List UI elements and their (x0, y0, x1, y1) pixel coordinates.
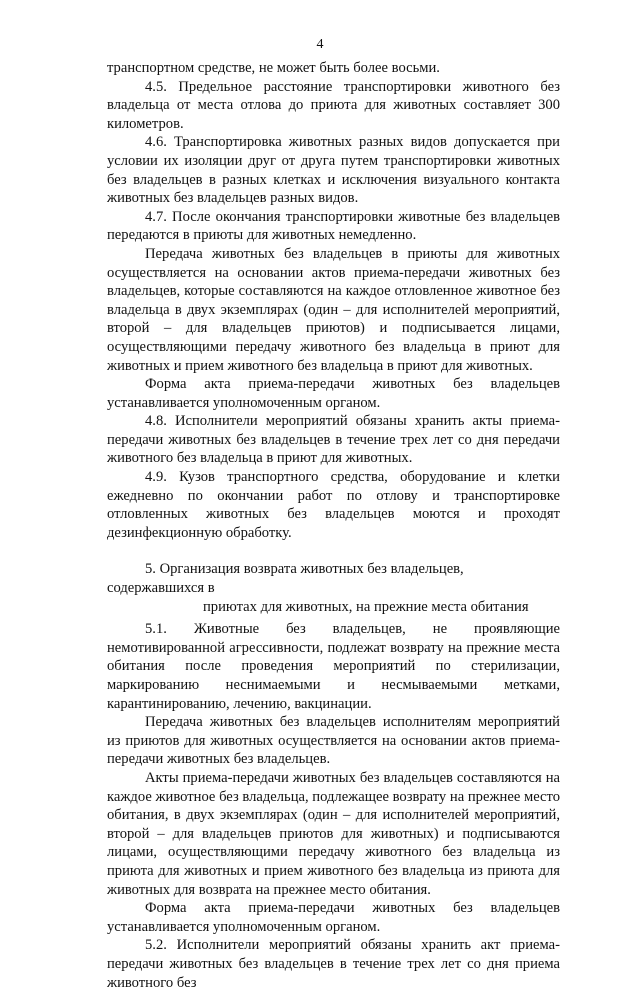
section-heading-line2: приютах для животных, на прежние места обитания (203, 598, 529, 615)
paragraph-continuation: транспортном средстве, не может быть более восьми. (107, 60, 440, 76)
paragraph-transfer-to-shelters: Передача животных без владельцев в приюты для животных осуществляется на основании актов приема-передачи животных без владельцев, которые составляются на каждое отловленное животное без владельца в двух экземплярах (один – для исполнителей мероприятий, второй – для владельцев приютов) и подписывается лицами, осуществляющими передачу животного без владельца в приют для животных и прием животного без владельца в приют для животных. (107, 245, 560, 374)
paragraph-transfer-to-executors: Передача животных без владельцев исполнителям мероприятий из приютов для животных осуществляется на основании актов приема-передачи животных без владельцев. (107, 714, 560, 768)
section-heading-line1: 5. Организация возврата животных без владельцев, содержавшихся в (107, 561, 464, 597)
paragraph-4-9: 4.9. Кузов транспортного средства, оборудование и клетки ежедневно по окончании работ по отлову и транспортировке отловленных животных без владельцев моются и проходят дезинфекционную обработку. (107, 469, 560, 541)
paragraph-4-5: 4.5. Предельное расстояние транспортировки животного без владельца от места отлова до приюта для животных составляет 300 километров. (107, 78, 560, 132)
paragraph-5-2: 5.2. Исполнители мероприятий обязаны хранить акт приема-передачи животных без владельцев в течение трех лет со дня приема животного без (107, 937, 560, 991)
page-number: 4 (316, 37, 324, 52)
paragraph-4-8: 4.8. Исполнители мероприятий обязаны хранить акты приема-передачи животных без владельцев в течение трех лет со дня передачи животного без владельца в приют для животных. (107, 413, 560, 467)
paragraph-acts-composition: Акты приема-передачи животных без владельцев составляются на каждое животное без владельца, подлежащее возврату на прежнее место обитания, в двух экземплярах (один – для исполнителей мероприятий, второй – для владельцев приютов для животных) и подписываются лицами, осуществляющими передачу животного без владельца из приюта для животных и прием животного без владельца из приюта для животных для возврата на прежнее место обитания. (107, 769, 560, 898)
document-body (107, 59, 560, 992)
paragraph-4-7: 4.7. После окончания транспортировки животные без владельцев передаются в приюты для животных немедленно. (107, 208, 560, 244)
paragraph-4-6: 4.6. Транспортировка животных разных видов допускается при условии их изоляции друг от друга путем транспортировки животных без владельцев в разных клетках и исключения визуального контакта животных без владельцев разных видов. (107, 134, 560, 207)
paragraph-act-form-2: Форма акта приема-передачи животных без владельцев устанавливается уполномоченным органом. (107, 900, 560, 935)
section-heading-5 (107, 560, 560, 616)
paragraph-act-form: Форма акта приема-передачи животных без владельцев устанавливается уполномоченным органом. (107, 376, 560, 411)
paragraph-5-1: 5.1. Животные без владельцев, не проявляющие немотивированной агрессивности, подлежат возврату на прежние места обитания после проведения мероприятий по стерилизации, маркированию неснимаемыми и несмываемыми метками, карантинированию, лечению, вакцинации. (107, 621, 560, 712)
